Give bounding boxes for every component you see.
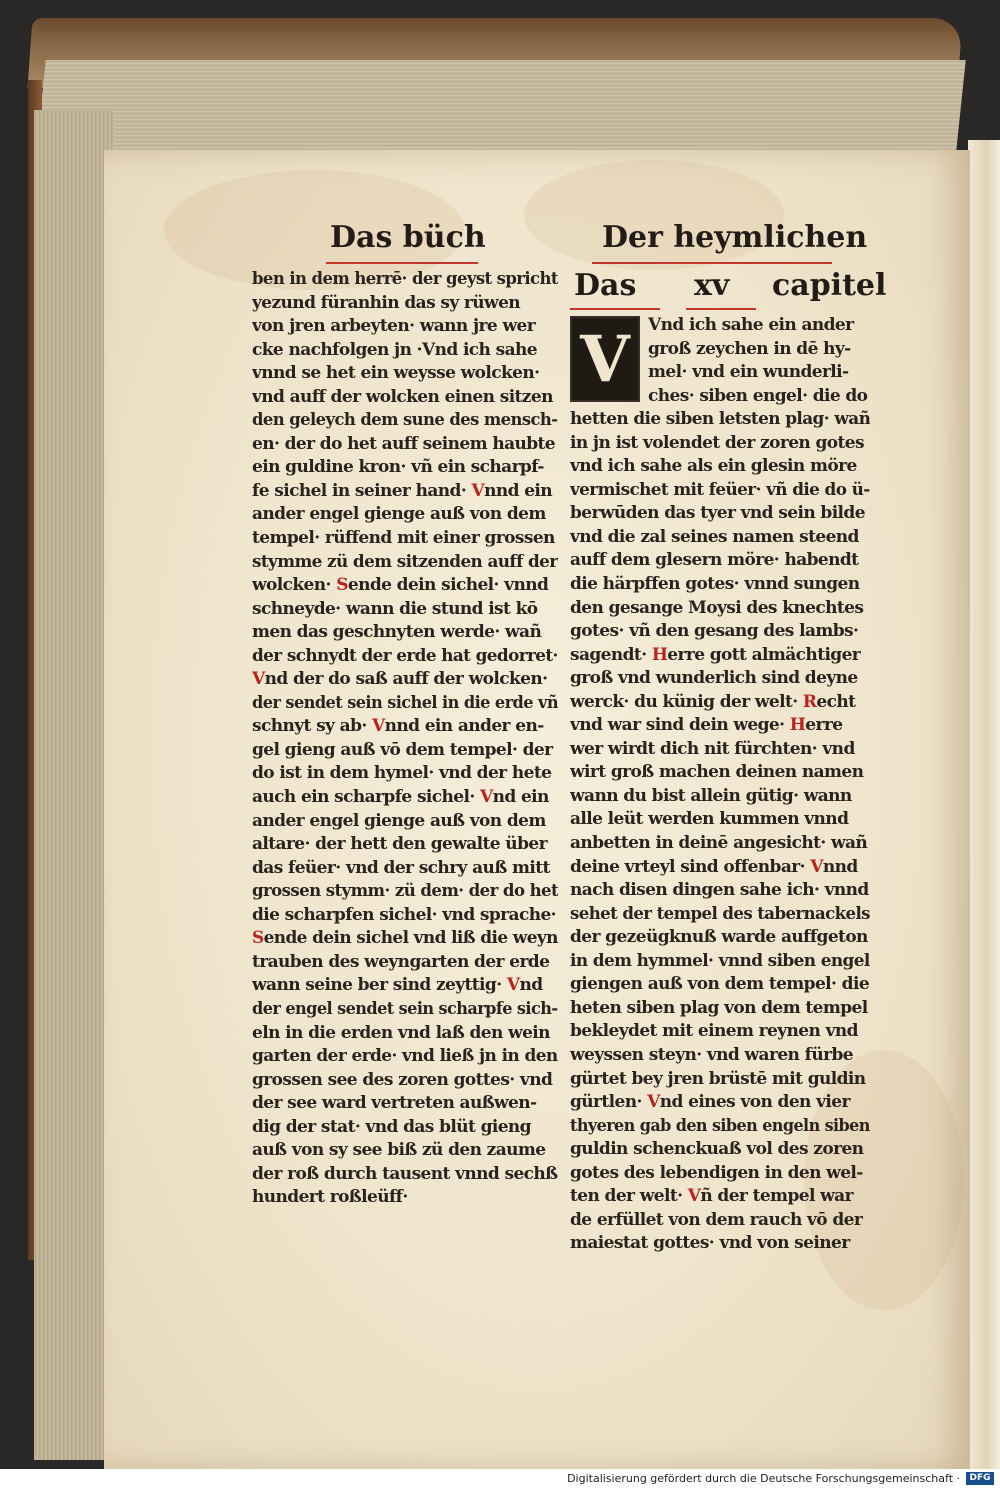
text-line: en· der do het auff seinem haubte <box>252 433 556 454</box>
page-edges-left <box>34 110 114 1460</box>
text-line: wann du bist allein gütig· wann <box>570 785 852 806</box>
text-line: grossen see des zoren gottes· vnd <box>252 1069 553 1090</box>
chapter-number-text: xv <box>694 268 730 303</box>
chapter-number-rule <box>686 308 756 310</box>
text-line: auff dem glesern möre· habendt <box>570 550 859 571</box>
text-line: den gesange Moysi des knechtes <box>570 597 864 618</box>
text-line: ten der welt· Vñ der tempel war <box>570 1186 853 1207</box>
text-line: thyeren gab den siben engeln siben <box>570 1115 870 1136</box>
text-line: das feüer· vnd der schry auß mitt <box>252 857 550 878</box>
text-line: vnd auff der wolcken einen sitzen <box>252 386 553 407</box>
text-line: vnd war sind dein wege· Herre <box>570 715 843 736</box>
text-line: ander engel gienge auß von dem <box>252 810 546 831</box>
text-line: yezund füranhin das sy rüwen <box>252 292 521 313</box>
running-head-left-text: Das büch <box>330 220 486 255</box>
text-line: cke nachfolgen jn ·Vnd ich sahe <box>252 339 537 360</box>
text-line: gotes· vñ den gesang des lambs· <box>570 621 859 642</box>
text-line: die scharpfen sichel· vnd sprache· <box>252 904 556 925</box>
text-line: groß vnd wunderlich sind deyne <box>570 668 858 689</box>
text-line: weyssen steyn· vnd waren fürbe <box>570 1044 853 1065</box>
text-line: von jren arbeyten· wann jre wer <box>252 316 536 337</box>
text-line: vnnd se het ein weysse wolcken· <box>252 363 540 384</box>
text-line: auch ein scharpfe sichel· Vnd ein <box>252 787 549 808</box>
text-line: vnd ich sahe als ein glesin möre <box>570 456 857 477</box>
text-line: der engel sendet sein scharpfe sich- <box>252 998 558 1019</box>
running-head-left-rule <box>326 262 478 264</box>
text-line: ander engel gienge auß von dem <box>252 504 546 525</box>
text-line: vnd die zal seines namen steend <box>570 526 859 547</box>
text-line: gel gieng auß vō dem tempel· der <box>252 739 553 760</box>
text-line: ben in dem herrē· der geyst spricht <box>252 269 558 289</box>
text-line: nach disen dingen sahe ich· vnnd <box>570 880 869 901</box>
text-line: Vnd ich sahe ein ander <box>648 315 854 335</box>
text-line: wann seine ber sind zeyttig· Vnd <box>252 975 543 996</box>
running-head-right-text: Der heymlichen <box>602 220 868 255</box>
chapter-heading-rule <box>570 308 660 310</box>
book-page <box>104 150 970 1469</box>
text-line: gürtlen· Vnd eines von den vier <box>570 1092 850 1113</box>
text-line: mel· vnd ein wunderli- <box>648 362 849 383</box>
text-line: sagendt· Herre gott almächtiger <box>570 644 861 665</box>
text-line: der see ward vertreten außwen- <box>252 1093 537 1114</box>
text-line: wirt groß machen deinen namen <box>570 762 864 783</box>
text-line: in jn ist volendet der zoren gotes <box>570 432 864 453</box>
chapter-heading-word2 <box>772 268 886 303</box>
text-line: der gezeügknuß warde auffgeton <box>570 927 868 948</box>
text-line: hetten die siben letsten plag· wañ <box>570 409 870 430</box>
text-line: ein guldine kron· vñ ein scharpf- <box>252 457 544 478</box>
text-line: wer wirdt dich nit fürchten· vnd <box>570 738 855 759</box>
running-head-right-rule <box>592 262 832 264</box>
text-line: auß von sy see biß zü den zaume <box>252 1140 546 1161</box>
text-line: der schnydt der erde hat gedorret· <box>252 645 558 666</box>
text-line: werck· du künig der welt· Recht <box>570 691 856 712</box>
text-line: den geleych dem sune des mensch- <box>252 410 558 431</box>
funding-credit: Digitalisierung gefördert durch die Deutsche Forschungsgemeinschaft · <box>567 1472 960 1485</box>
text-line: eln in die erden vnd laß den wein <box>252 1022 550 1043</box>
text-line: vermischet mit feüer· vñ die do ü- <box>570 479 870 500</box>
text-line: sehet der tempel des tabernackels <box>570 903 870 924</box>
text-line: grossen stymm· zü dem· der do het <box>252 881 559 902</box>
text-line: deine vrteyl sind offenbar· Vnnd <box>570 856 858 877</box>
text-line: trauben des weyngarten der erde <box>252 951 550 972</box>
facing-page-edge <box>968 140 1000 1469</box>
right-text-column <box>570 314 870 1256</box>
text-line: do ist in dem hymel· vnd der hete <box>252 763 552 784</box>
text-line: gotes des lebendigen in den wel- <box>570 1162 863 1183</box>
text-line: der roß durch tausent vnnd sechß <box>252 1163 558 1184</box>
dfg-logo: DFG <box>966 1472 994 1485</box>
text-line: altare· der hett den gewalte über <box>252 834 547 855</box>
text-line: heten siben plag von dem tempel <box>570 997 868 1018</box>
left-text-column <box>252 268 558 1210</box>
text-line: men das geschnyten werde· wañ <box>252 622 542 643</box>
decorated-initial-letter: V <box>580 322 630 397</box>
text-line: ches· siben engel· die do <box>648 385 868 406</box>
running-head-right <box>602 220 867 255</box>
text-line: der sendet sein sichel in die erde vñ <box>252 692 558 713</box>
text-line: alle leüt werden kummen vnnd <box>570 809 849 830</box>
text-line: berwūden das tyer vnd sein bilde <box>570 503 865 524</box>
text-line: schneyde· wann die stund ist kō <box>252 598 538 619</box>
text-line: gürtet bey jren brüstē mit guldin <box>570 1068 866 1089</box>
text-line: maiestat gottes· vnd von seiner <box>570 1233 850 1254</box>
text-line: anbetten in deinē angesicht· wañ <box>570 833 868 854</box>
text-line: bekleydet mit einem reynen vnd <box>570 1021 858 1042</box>
text-line: hundert roßleüff· <box>252 1187 408 1208</box>
text-line: garten der erde· vnd ließ jn in den <box>252 1046 558 1067</box>
text-line: Sende dein sichel vnd liß die weyn <box>252 928 558 949</box>
text-line: fe sichel in seiner hand· Vnnd ein <box>252 480 553 501</box>
chapter-heading-word1 <box>574 268 636 303</box>
chapter-number <box>694 268 729 303</box>
text-line: giengen auß von dem tempel· die <box>570 974 870 995</box>
text-line: Vnd der do saß auff der wolcken· <box>252 669 548 690</box>
text-line: groß zeychen in dē hy- <box>648 338 851 359</box>
chapter-heading-word1-text: Das <box>574 268 637 303</box>
digitization-footer <box>0 1469 1000 1489</box>
running-head-left <box>330 220 486 255</box>
text-line: wolcken· Sende dein sichel· vnnd <box>252 575 549 596</box>
text-line: schnyt sy ab· Vnnd ein ander en- <box>252 716 544 737</box>
chapter-heading-word2-text: capitel <box>772 268 887 303</box>
text-line: dig der stat· vnd das blüt gieng <box>252 1116 531 1137</box>
text-line: in dem hymmel· vnnd siben engel <box>570 950 870 971</box>
text-line: de erfüllet von dem rauch vō der <box>570 1209 863 1230</box>
text-line: die härpffen gotes· vnnd sungen <box>570 574 860 595</box>
text-line: stymme zü dem sitzenden auff der <box>252 551 558 572</box>
text-line: tempel· rüffend mit einer grossen <box>252 528 555 549</box>
text-line: guldin schenckuaß vol des zoren <box>570 1139 864 1160</box>
